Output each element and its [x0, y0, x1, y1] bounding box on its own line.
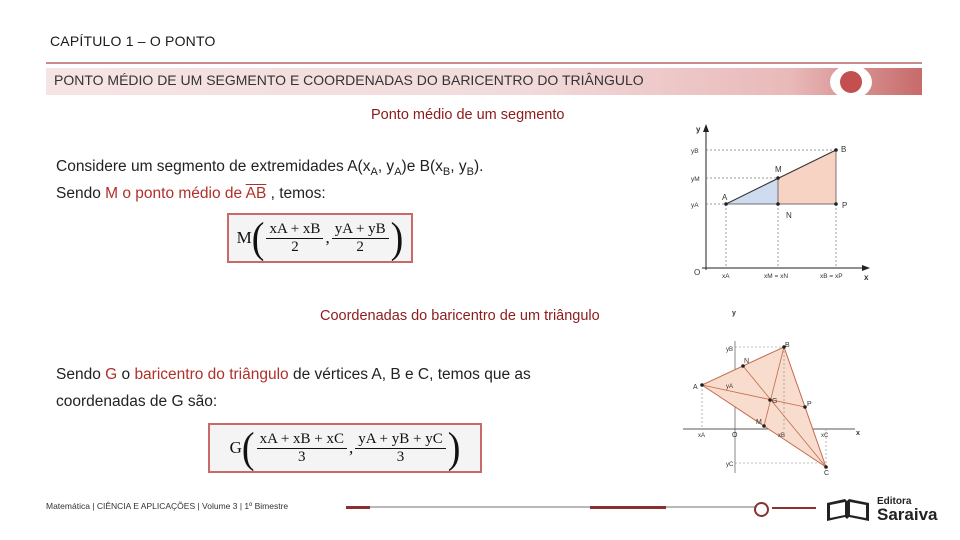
- chapter-title: CAPÍTULO 1 – O PONTO: [50, 33, 216, 49]
- fig1-point-p: P: [842, 201, 848, 210]
- fraction-gx-num: xA + xB + xC: [257, 431, 347, 449]
- fig1-label-xb: xB = xP: [820, 273, 843, 280]
- sub-b: B: [442, 166, 451, 179]
- fig2-point-g: G: [772, 398, 778, 405]
- footer-rule: [346, 506, 756, 508]
- fig1-label-ya: yA: [691, 202, 699, 209]
- fig1-label-xa: xA: [722, 273, 730, 280]
- fraction-gx-den: 3: [298, 448, 306, 465]
- paren-close-2: ): [447, 423, 461, 473]
- logo-editora: Editora: [877, 495, 912, 507]
- fig1-x-axis-label: x: [864, 273, 869, 282]
- midpoint-text-e: ).: [473, 158, 484, 175]
- fig2-point-m: M: [756, 419, 762, 426]
- fraction-gy: [355, 431, 445, 466]
- midpoint-formula-box: [227, 213, 413, 263]
- comma: ,: [325, 228, 330, 247]
- fraction-gy-den: 3: [396, 448, 405, 465]
- fig1-y-axis-label: y: [696, 125, 701, 134]
- fig1-point-b: B: [841, 145, 847, 154]
- fig1-label-yb: yB: [691, 148, 699, 155]
- fig1-origin: O: [694, 268, 701, 277]
- sub-a2: A: [394, 166, 402, 179]
- bary-text-a: Sendo: [56, 366, 106, 383]
- fraction-x-den: 2: [291, 238, 299, 255]
- fig1-label-xm: xM = xN: [764, 273, 789, 280]
- midpoint-text-a: Considere um segmento de extremidades A(x: [56, 158, 371, 175]
- comma-2: ,: [349, 438, 354, 457]
- barycenter-paragraph: [56, 361, 566, 415]
- fraction-x-num: xA + xB: [266, 221, 323, 239]
- fig1-point-m: M: [775, 165, 782, 174]
- footer-rule-accent: [346, 506, 370, 509]
- fig2-point-p: P: [807, 401, 812, 408]
- fig2-label-xa: xA: [698, 433, 706, 439]
- fig2-point-c: C: [824, 470, 830, 475]
- fig2-x-axis-label: x: [856, 430, 860, 437]
- publisher-logo: [825, 495, 938, 523]
- fig1-label-ym: yM: [691, 176, 700, 183]
- formula-m: M: [236, 228, 252, 247]
- footer-text: Matemática | CIÊNCIA E APLICAÇÕES | Volume 3 | 1º Bimestre: [46, 501, 289, 511]
- fraction-y-den: 2: [356, 238, 364, 255]
- midpoint-line-2: [56, 183, 616, 205]
- paren-open: (: [251, 213, 265, 263]
- footer-rule-accent-2: [590, 506, 666, 509]
- midpoint-text-c: )e B(x: [401, 158, 443, 175]
- book-icon: [825, 495, 871, 523]
- header-rule: [46, 62, 922, 64]
- bary-text-b: o: [117, 366, 135, 383]
- fraction-y-num: yA + yB: [332, 221, 389, 239]
- fraction-x: [266, 221, 323, 256]
- bary-g-label: G: [105, 366, 118, 383]
- fig2-label-yb: yB: [726, 347, 734, 353]
- midpoint-text-b: , y: [377, 158, 395, 175]
- barycenter-section-title: Coordenadas do baricentro de um triângulo: [320, 308, 600, 324]
- footer-circle-icon: [754, 502, 769, 517]
- segment-ab-label: $\overline{AB}$: [245, 185, 267, 203]
- fig2-label-xb: xB: [778, 433, 786, 439]
- midpoint-paragraph: [56, 156, 616, 205]
- fig2-origin: O: [732, 432, 738, 439]
- barycenter-figure: [680, 303, 870, 475]
- sub-a: A: [370, 166, 378, 179]
- midpoint-section-title: Ponto médio de um segmento: [371, 107, 565, 123]
- midpoint-text-d: , y: [450, 158, 467, 175]
- midpoint-term: o ponto médio de: [118, 185, 246, 203]
- bary-text-c: de vértices A, B e C, temos que as coordenadas de G são:: [56, 366, 531, 410]
- sub-b2: B: [466, 166, 474, 179]
- midpoint-figure: [686, 120, 876, 285]
- fig2-y-axis-label: y: [732, 310, 736, 317]
- fig2-label-yc: yC: [726, 462, 734, 468]
- logo-wordmark: [877, 496, 938, 523]
- fig2-point-n: N: [744, 358, 750, 365]
- band-circle-icon: [840, 71, 862, 93]
- bary-term: baricentro do triângulo: [134, 366, 289, 383]
- fig1-point-a: A: [722, 193, 728, 202]
- fig2-point-a: A: [693, 384, 698, 391]
- paren-close: ): [390, 213, 404, 263]
- midpoint-text-g: , temos:: [266, 185, 326, 203]
- section-band-title: PONTO MÉDIO DE UM SEGMENTO E COORDENADAS DO BARICENTRO DO TRIÂNGULO: [54, 72, 644, 88]
- formula-g: G: [229, 438, 242, 457]
- barycenter-formula-box: [208, 423, 482, 473]
- midpoint-m-label: M: [105, 185, 119, 203]
- fraction-gx: [257, 431, 347, 466]
- footer-rule-end: [772, 507, 816, 509]
- midpoint-text-f: Sendo: [56, 185, 106, 203]
- fig2-label-xc: xC: [821, 433, 829, 439]
- fig1-point-n: N: [786, 211, 792, 220]
- midpoint-line-1: [56, 156, 616, 183]
- fraction-y: [332, 221, 389, 256]
- fraction-gy-num: yA + yB + yC: [355, 431, 445, 449]
- logo-saraiva: Saraiva: [877, 504, 938, 524]
- paren-open-2: (: [241, 423, 255, 473]
- fig2-point-b: B: [785, 342, 790, 349]
- fig2-label-ya: yA: [726, 384, 734, 390]
